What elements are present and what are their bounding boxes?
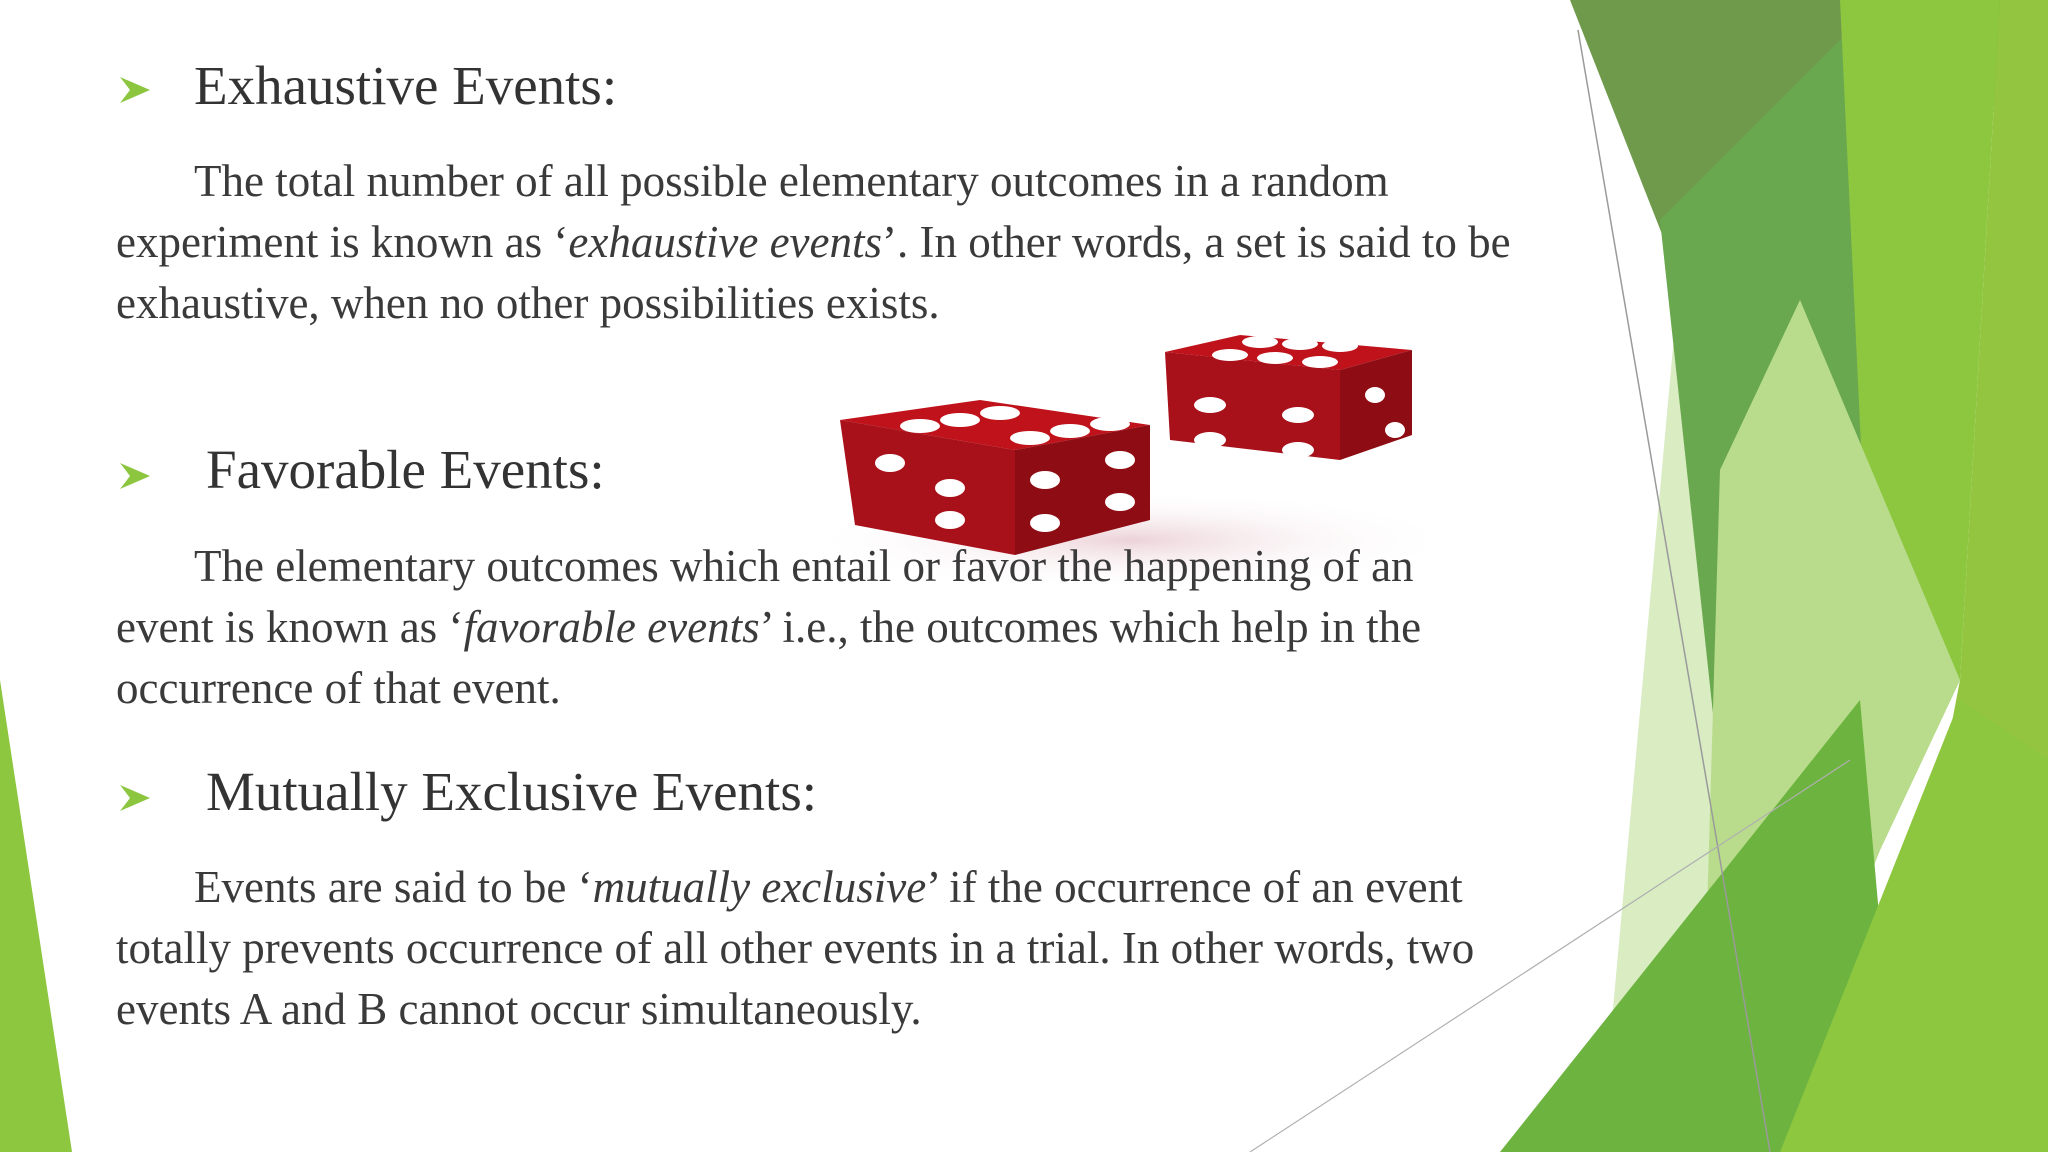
right-die (1165, 335, 1412, 460)
arrowhead-bullet-icon (118, 783, 152, 813)
arrowhead-bullet-icon (118, 461, 152, 491)
paragraph-favorable-events (116, 536, 1516, 719)
para-emphasis: exhaustive events (568, 217, 882, 267)
para-text: Events are said to be ‘ (194, 862, 593, 912)
heading-favorable-events: Favorable Events: (206, 439, 605, 500)
para-text: ’. In other words, a set is said to be exhaustive, when no other possibilities exists. (116, 217, 1511, 328)
para-text: The total number of all possible elementary outcomes in a random experiment is known as ‘ (116, 156, 1389, 267)
para-text: ’ if the occurrence of an event totally prevents occurrence of all other events in a trial. In other words, two events A and B cannot occur simultaneously. (116, 862, 1475, 1034)
arrowhead-bullet-icon (118, 75, 152, 105)
para-emphasis: favorable events (463, 602, 760, 652)
paragraph-mutually-exclusive-events (116, 857, 1516, 1040)
para-emphasis: mutually exclusive (592, 862, 927, 912)
para-text: The elementary outcomes which entail or favor the happening of an event is known as ‘ (116, 541, 1414, 652)
facet-left-bottom (0, 680, 72, 1152)
heading-mutually-exclusive-events: Mutually Exclusive Events: (206, 761, 818, 822)
heading-exhaustive-events: Exhaustive Events: (194, 55, 618, 116)
para-text: ’ i.e., the outcomes which help in the occurrence of that event. (116, 602, 1422, 713)
paragraph-exhaustive-events (116, 151, 1516, 334)
